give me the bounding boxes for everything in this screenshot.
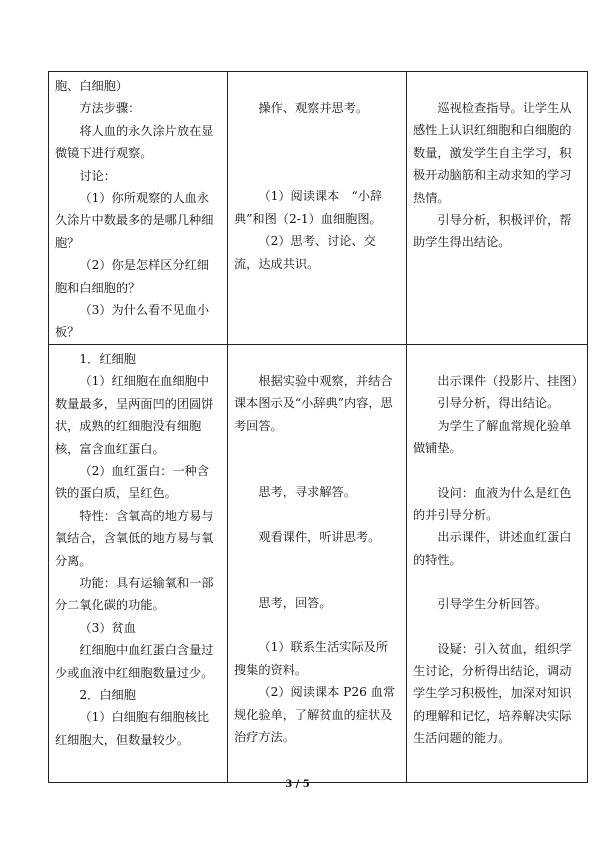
paragraph: 设问：血液为什么是红色的并引导分析。 [413, 485, 572, 522]
paragraph: （1）红细胞在血细胞中数量最多，呈两面凹的团圆饼状，成熟的红细胞没有细胞核，富含血红蛋白。 [55, 374, 214, 456]
paragraph: 思考，回答。 [258, 595, 332, 610]
paragraph: 功能：具有运输氧和一部分二氧化碳的功能。 [55, 575, 214, 613]
paragraph: （2）血红蛋白：一种含铁的蛋白质，呈红色。 [55, 463, 210, 501]
paragraph: 出示课件，讲述血红蛋白的特性。 [413, 530, 572, 567]
paragraph: 讨论： [79, 168, 116, 183]
paragraph: 根据实验中观察，并结合课本图示及“小辞典”内容，思考回答。 [234, 373, 393, 433]
paragraph: 引导分析，积极评价，帮助学生得出结论。 [413, 213, 572, 250]
paragraph: 出示课件（投影片、挂图） [437, 373, 584, 388]
paragraph: 观看课件，听讲思考。 [258, 529, 381, 544]
paragraph: （1）你所观察的人血永久涂片中数最多的是哪几种细胞？ [55, 191, 214, 250]
table-row [49, 344, 588, 782]
content-cell [49, 72, 228, 345]
paragraph: （2）你是怎样区分红细胞和白细胞的？ [55, 258, 210, 295]
paragraph: 操作、观察并思考。 [258, 101, 369, 115]
paragraph: （1）联系生活实际及所搜集的资料。 [234, 640, 389, 677]
paragraph: 2．白细胞 [79, 687, 136, 702]
page-number: 3 / 5 [285, 779, 310, 790]
lesson-plan-table [48, 71, 588, 783]
student-activity-cell [228, 344, 407, 782]
paragraph: （1）阅读课本 “小辞典”和图（2-1）血细胞图。 [234, 189, 383, 226]
paragraph: （1）白细胞有细胞核比红细胞大，但数量较少。 [55, 710, 210, 747]
paragraph: （2）思考、讨论、交流，达成共识。 [234, 234, 376, 271]
paragraph: （2）阅读课本 P26 血常规化验单，了解贫血的症状及治疗方法。 [234, 685, 396, 744]
teacher-activity-cell [407, 344, 588, 782]
student-activity-cell [228, 72, 407, 345]
content-cell [49, 344, 228, 782]
paragraph: （3）为什么看不见血小板？ [55, 303, 210, 340]
paragraph: 红细胞中血红蛋白含量过少或血液中红细胞数量过少。 [55, 643, 214, 680]
paragraph: 为学生了解血常规化验单做铺垫。 [413, 418, 572, 456]
paragraph: 将人血的永久涂片放在显微镜下进行观察。 [55, 123, 214, 161]
paragraph: 1．红细胞 [79, 351, 136, 366]
paragraph: （3）贫血 [79, 620, 136, 635]
paragraph: 巡视检查指导。让学生从感性上认识红细胞和白细胞的数量，激发学生自主学习，积极开动脑筋和主动求知的学习热情。 [413, 101, 572, 205]
paragraph: 胞、白细胞） [55, 79, 129, 93]
paragraph: 引导分析，得出结论。 [437, 396, 560, 411]
paragraph: 设疑：引入贫血，组织学生讨论，分析得出结论，调动学生学习积极性，加深对知识的理解和记忆，培养解决实际生活问题的能力。 [413, 641, 572, 746]
table-row [49, 72, 588, 345]
paragraph: 引导学生分析回答。 [437, 597, 548, 612]
teacher-activity-cell [407, 72, 588, 345]
paragraph: 方法步骤： [79, 101, 141, 116]
paragraph: 思考，寻求解答。 [258, 485, 356, 500]
paragraph: 特性：含氧高的地方易与氧结合，含氧低的地方易与氧分离。 [55, 508, 214, 568]
